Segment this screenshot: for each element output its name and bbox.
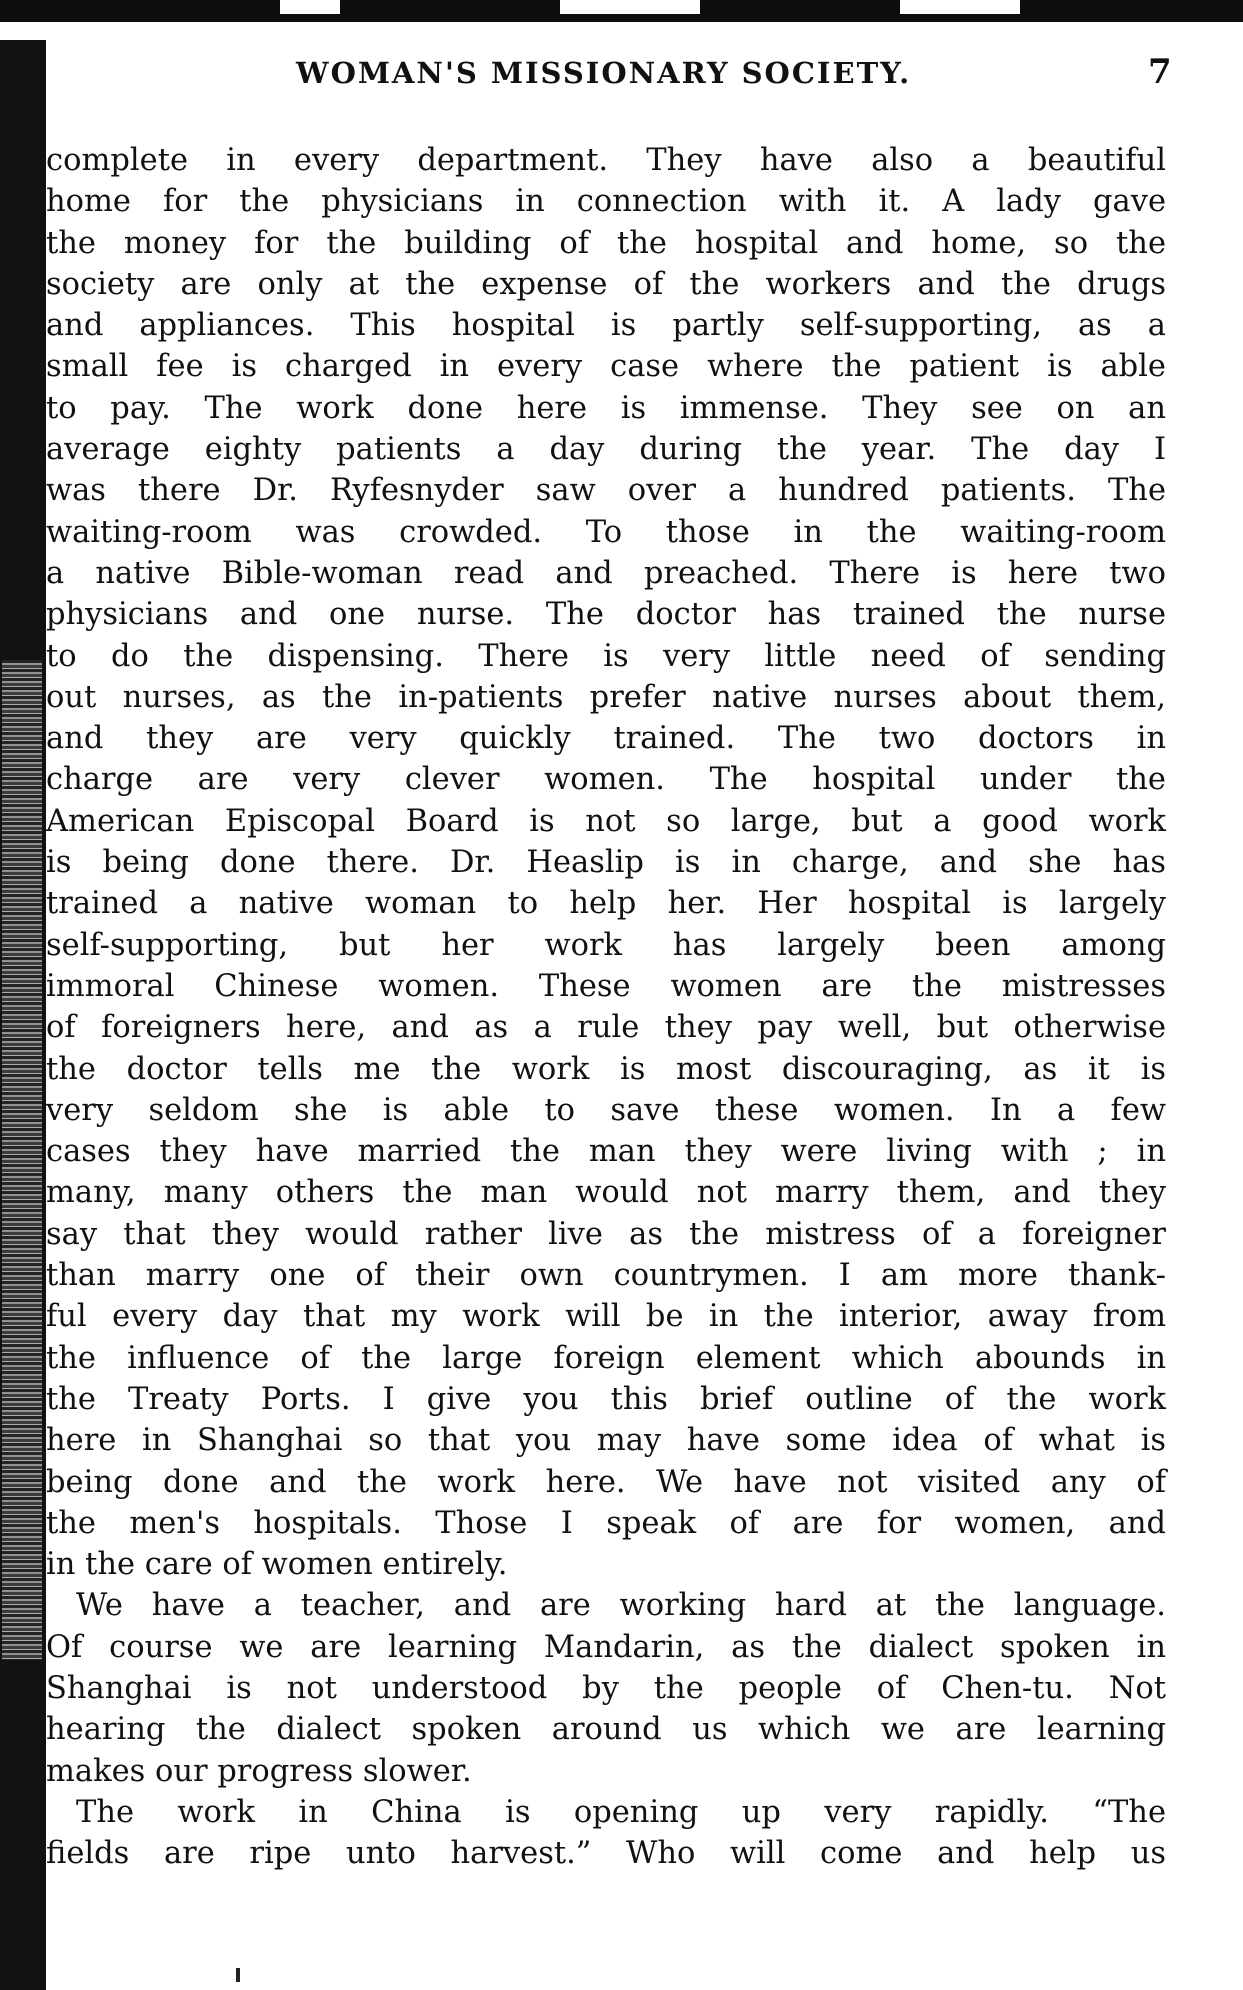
text-line: ful every day that my work will be in the interior, away from — [46, 1299, 1166, 1335]
text-line: Of course we are learning Mandarin, as the dialect spoken in — [46, 1629, 1166, 1665]
text-line: to do the dispensing. There is very little need of sending — [46, 638, 1166, 674]
text-line: the influence of the large foreign element which abounds in — [46, 1340, 1166, 1376]
text-line: We have a teacher, and are working hard at the language. — [76, 1588, 1166, 1624]
text-line: average eighty patients a day during the year. The day I — [46, 432, 1166, 468]
text-line: fields are ripe unto harvest.” Who will come and help us — [46, 1836, 1166, 1872]
text-line: self-supporting, but her work has largely been among — [46, 927, 1166, 963]
running-title: WOMAN'S MISSIONARY SOCIETY. — [296, 56, 912, 90]
scan-binding-texture — [2, 660, 42, 1660]
text-line: immoral Chinese women. These women are the mistresses — [46, 968, 1166, 1004]
text-line: than marry one of their own countrymen. I am more thank- — [46, 1258, 1166, 1294]
text-line: was there Dr. Ryfesnyder saw over a hundred patients. The — [46, 473, 1166, 509]
text-line: very seldom she is able to save these women. In a few — [46, 1092, 1166, 1128]
text-line: makes our progress slower. — [46, 1753, 472, 1789]
text-line: many, many others the man would not marry them, and they — [46, 1175, 1166, 1211]
text-line: society are only at the expense of the workers and the drugs — [46, 266, 1166, 302]
document-page — [46, 0, 1243, 1990]
text-line: here in Shanghai so that you may have some idea of what is — [46, 1423, 1166, 1459]
text-line: a native Bible-woman read and preached. There is here two — [46, 555, 1166, 591]
text-line: to pay. The work done here is immense. They see on an — [46, 390, 1166, 426]
text-line: hearing the dialect spoken around us which we are learning — [46, 1712, 1166, 1748]
text-line: trained a native woman to help her. Her hospital is largely — [46, 886, 1166, 922]
text-line: and appliances. This hospital is partly self-supporting, as a — [46, 308, 1166, 344]
text-line: home for the physicians in connection with it. A lady gave — [46, 184, 1166, 220]
text-line: cases they have married the man they were living with ; in — [46, 1134, 1166, 1170]
text-line: The work in China is opening up very rapidly. “The — [76, 1794, 1166, 1830]
text-line: waiting-room was crowded. To those in the waiting-room — [46, 514, 1166, 550]
text-line: say that they would rather live as the mistress of a foreigner — [46, 1216, 1166, 1252]
page-number: 7 — [1148, 52, 1172, 92]
text-line: the doctor tells me the work is most discouraging, as it is — [46, 1051, 1166, 1087]
text-line: out nurses, as the in-patients prefer native nurses about them, — [46, 679, 1166, 715]
text-line: is being done there. Dr. Heaslip is in charge, and she has — [46, 845, 1166, 881]
text-line: complete in every department. They have also a beautiful — [46, 143, 1166, 178]
text-line: the Treaty Ports. I give you this brief outline of the work — [46, 1381, 1166, 1417]
text-line: charge are very clever women. The hospital under the — [46, 762, 1166, 798]
text-line: small fee is charged in every case where the patient is able — [46, 349, 1166, 385]
text-line: Shanghai is not understood by the people of Chen-tu. Not — [46, 1670, 1166, 1706]
text-line: and they are very quickly trained. The two doctors in — [46, 721, 1166, 757]
text-line: of foreigners here, and as a rule they pay well, but otherwise — [46, 1010, 1166, 1046]
text-line: being done and the work here. We have not visited any of — [46, 1464, 1166, 1500]
text-line: the men's hospitals. Those I speak of are for women, and — [46, 1505, 1166, 1541]
scan-binding-edge — [0, 40, 46, 1990]
scan-speck — [236, 1968, 240, 1982]
text-line: American Episcopal Board is not so large, but a good work — [46, 803, 1166, 839]
body-text — [46, 140, 1166, 1874]
text-line: physicians and one nurse. The doctor has trained the nurse — [46, 597, 1166, 633]
text-line: in the care of women entirely. — [46, 1547, 508, 1583]
text-line: the money for the building of the hospital and home, so the — [46, 225, 1166, 261]
